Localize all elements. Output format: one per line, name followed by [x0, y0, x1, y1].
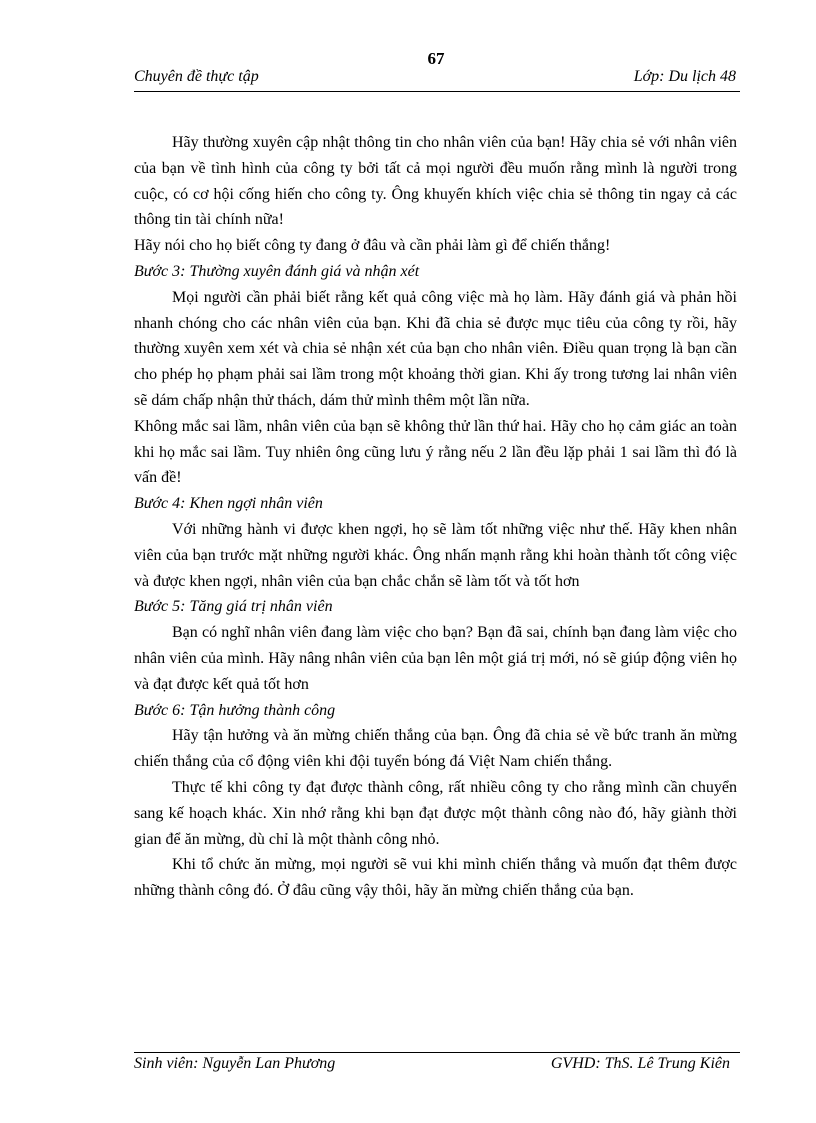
section-heading-step-4: Bước 4: Khen ngợi nhân viên	[134, 495, 323, 513]
footer-divider	[134, 1052, 740, 1053]
footer-student-name: Sinh viên: Nguyễn Lan Phương	[134, 1055, 336, 1072]
paragraph: Thực tế khi công ty đạt được thành công, rất nhiều công ty cho rằng mình cần chuyển sang kế hoạch khác. Xin nhớ rằng khi bạn đạt được một thành công nào đó, hãy giành thời gian để ăn mừng, dù chỉ là một thành công nhỏ.	[134, 778, 737, 848]
page-footer	[134, 1055, 740, 1079]
paragraph: Mọi người cần phải biết rằng kết quả công việc mà họ làm. Hãy đánh giá và phản hồi nhanh chóng cho các nhân viên của bạn. Khi đã chia sẻ được mục tiêu của công ty rồi, hãy thường xuyên xem xét và chia sẻ nhận xét của bạn cho nhân viên. Điều quan trọng là bạn cần cho phép họ phạm phải sai lầm trong một khoảng thời gian. Khi ấy trong tương lai nhân viên sẽ dám chấp nhận thử thách, dám thử mình thêm một lần nữa.	[134, 288, 737, 409]
document-body	[134, 130, 737, 904]
paragraph: Không mắc sai lầm, nhân viên của bạn sẽ không thử lần thứ hai. Hãy cho họ cảm giác an toàn khi họ mắc sai lầm. Tuy nhiên ông cũng lưu ý rằng nếu 2 lần đều lặp phải 1 sai lầm thì đó là vấn đề!	[134, 417, 737, 487]
page-number: 67	[427, 49, 445, 68]
page-header	[134, 68, 740, 92]
section-heading-step-5: Bước 5: Tăng giá trị nhân viên	[134, 598, 333, 616]
paragraph: Hãy nói cho họ biết công ty đang ở đâu và cần phải làm gì để chiến thắng!	[134, 237, 611, 255]
header-course-title: Chuyên đề thực tập	[134, 68, 259, 85]
paragraph: Khi tổ chức ăn mừng, mọi người sẽ vui khi mình chiến thắng và muốn đạt thêm được những thành công đó. Ở đâu cũng vậy thôi, hãy ăn mừng chiến thắng của bạn.	[134, 856, 737, 900]
paragraph: Hãy thường xuyên cập nhật thông tin cho nhân viên của bạn! Hãy chia sẻ với nhân viên của bạn về tình hình của công ty bởi tất cả mọi người đều muốn rằng mình là người trong cuộc, có cơ hội cống hiến cho công ty. Ông khuyến khích việc chia sẻ thông tin ngay cả các thông tin tài chính nữa!	[134, 134, 737, 229]
paragraph: Hãy tận hưởng và ăn mừng chiến thắng của bạn. Ông đã chia sẻ về bức tranh ăn mừng chiến thắng của cổ động viên khi đội tuyển bóng đá Việt Nam chiến thắng.	[134, 727, 737, 771]
section-heading-step-6: Bước 6: Tận hưởng thành công	[134, 701, 336, 719]
footer-supervisor-name: GVHD: ThS. Lê Trung Kiên	[550, 1055, 730, 1072]
header-class-name: Lớp: Du lịch 48	[633, 68, 736, 85]
header-divider	[134, 91, 740, 92]
paragraph: Với những hành vi được khen ngợi, họ sẽ làm tốt những việc như thế. Hãy khen nhân viên của bạn trước mặt những người khác. Ông nhấn mạnh rằng khi hoàn thành tốt công việc và được khen ngợi, nhân viên của bạn chắc chắn sẽ làm tốt và tốt hơn	[134, 520, 737, 590]
section-heading-step-3: Bước 3: Thường xuyên đánh giá và nhận xét	[134, 262, 420, 280]
paragraph: Bạn có nghĩ nhân viên đang làm việc cho bạn? Bạn đã sai, chính bạn đang làm việc cho nhân viên của mình. Hãy nâng nhân viên của bạn lên một giá trị mới, nó sẽ giúp động viên họ và đạt được kết quả tốt hơn	[134, 624, 737, 693]
